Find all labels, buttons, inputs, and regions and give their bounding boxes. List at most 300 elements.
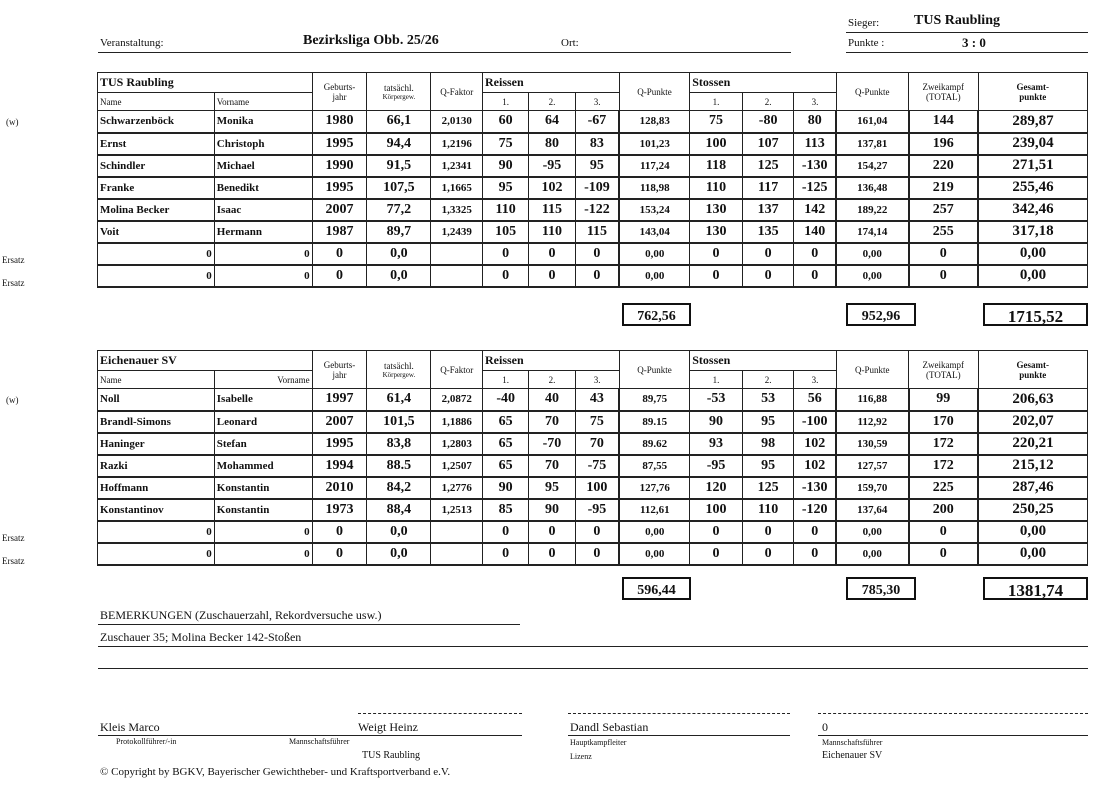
cell-s3: 0 — [575, 543, 619, 565]
cell-bw: 101,5 — [367, 411, 431, 433]
cell-qc: 137,81 — [836, 133, 909, 155]
cell-vorname: Isaac — [214, 199, 312, 221]
cell-qs: 0,00 — [619, 521, 689, 543]
col-total: Zweikampf — [922, 359, 965, 370]
cell-total: 200 — [909, 499, 978, 521]
cell-vorname: Leonard — [214, 411, 312, 433]
cell-points: 0,00 — [978, 265, 1088, 287]
cell-c1: 110 — [690, 177, 743, 199]
cell-vorname: 0 — [214, 243, 312, 265]
cell-vorname: Stefan — [214, 433, 312, 455]
cell-name: Franke — [98, 177, 215, 199]
athlete-row — [98, 433, 1088, 455]
cell-points: 255,46 — [978, 177, 1088, 199]
captain1-name: Weigt Heinz — [358, 720, 419, 734]
col-bw: tatsächl. — [384, 360, 414, 371]
cell-vorname: Christoph — [214, 133, 312, 155]
cell-c1: 100 — [690, 499, 743, 521]
cell-year: 2010 — [312, 477, 367, 499]
col-name: Name — [98, 371, 215, 389]
cell-s2: 90 — [529, 499, 575, 521]
cell-c2: 0 — [742, 265, 794, 287]
athlete-row — [98, 221, 1088, 243]
cell-qc: 0,00 — [836, 243, 909, 265]
cell-qc: 116,88 — [836, 389, 909, 411]
athlete-row — [98, 243, 1088, 265]
cell-bw: 77,2 — [367, 199, 431, 221]
cell-bw: 0,0 — [367, 521, 431, 543]
cell-vorname: Konstantin — [214, 477, 312, 499]
cell-c2: 125 — [742, 477, 794, 499]
cell-s3: -75 — [575, 455, 619, 477]
cell-points: 317,18 — [978, 221, 1088, 243]
location-label: Ort: — [561, 37, 579, 49]
athlete-row — [98, 199, 1088, 221]
cell-total: 99 — [909, 389, 978, 411]
cell-c1: 0 — [690, 265, 743, 287]
cell-bw: 0,0 — [367, 243, 431, 265]
cell-qc: 130,59 — [836, 433, 909, 455]
cell-qc: 189,22 — [836, 199, 909, 221]
cell-s1: 90 — [483, 155, 529, 177]
col-birth: Geburts- — [323, 81, 356, 92]
cell-vorname: Hermann — [214, 221, 312, 243]
athlete-row — [98, 411, 1088, 433]
referee-label: Hauptkampfleiter — [570, 738, 627, 747]
cell-total: 225 — [909, 477, 978, 499]
remarks-label-rule — [98, 624, 520, 625]
cell-s1: 0 — [483, 521, 529, 543]
cell-vorname: 0 — [214, 265, 312, 287]
cell-name: Schindler — [98, 155, 215, 177]
substitute-mark: Ersatz — [2, 556, 25, 566]
cell-c3: 102 — [794, 455, 836, 477]
cell-c1: 130 — [690, 199, 743, 221]
captain1-label: Mannschaftsführer — [289, 737, 350, 746]
cell-name: Hoffmann — [98, 477, 215, 499]
remarks-rule-1 — [98, 646, 1088, 647]
cell-qf: 1,1886 — [431, 411, 483, 433]
remarks-label: BEMERKUNGEN (Zuschauerzahl, Rekordversuche usw.) — [100, 608, 382, 622]
cell-s3: 0 — [575, 265, 619, 287]
captain2-rule — [818, 735, 1088, 736]
cell-bw: 84,2 — [367, 477, 431, 499]
cell-total: 196 — [909, 133, 978, 155]
cell-year: 0 — [312, 243, 367, 265]
cell-qc: 161,04 — [836, 111, 909, 133]
cell-year: 0 — [312, 521, 367, 543]
cell-total: 257 — [909, 199, 978, 221]
cell-vorname: Konstantin — [214, 499, 312, 521]
cell-s3: 0 — [575, 521, 619, 543]
cell-s3: 43 — [575, 389, 619, 411]
col-vorname: Vorname — [214, 371, 312, 389]
cell-c2: 137 — [742, 199, 794, 221]
cell-qs: 0,00 — [619, 243, 689, 265]
cell-total: 0 — [909, 543, 978, 565]
cell-s2: 102 — [529, 177, 575, 199]
protocol-rule — [98, 735, 302, 736]
col-name: Name — [98, 93, 215, 111]
cell-c1: 130 — [690, 221, 743, 243]
cell-qf — [431, 265, 483, 287]
col-snatch: Reissen — [483, 73, 620, 93]
cell-points: 271,51 — [978, 155, 1088, 177]
cell-vorname: 0 — [214, 521, 312, 543]
cell-name: Haninger — [98, 433, 215, 455]
cell-c3: 80 — [794, 111, 836, 133]
captain2-name: 0 — [822, 720, 828, 734]
team2-table — [97, 350, 1088, 566]
cell-s2: 40 — [529, 389, 575, 411]
cell-s2: 0 — [529, 265, 575, 287]
cell-bw: 88.5 — [367, 455, 431, 477]
cell-qf — [431, 521, 483, 543]
cell-bw: 107,5 — [367, 177, 431, 199]
cell-year: 0 — [312, 265, 367, 287]
cell-name: Brandl-Simons — [98, 411, 215, 433]
event-label: Veranstaltung: — [100, 37, 164, 49]
cell-s2: -95 — [529, 155, 575, 177]
col-bw2: Körpergew. — [382, 370, 416, 379]
winner-value: TUS Raubling — [914, 13, 1000, 28]
cell-year: 1994 — [312, 455, 367, 477]
cell-qf: 1,1665 — [431, 177, 483, 199]
cell-year: 1973 — [312, 499, 367, 521]
cell-bw: 94,4 — [367, 133, 431, 155]
cell-s3: 0 — [575, 243, 619, 265]
cell-c1: 0 — [690, 543, 743, 565]
col-qfactor: Q-Faktor — [431, 351, 483, 389]
cell-s1: 60 — [483, 111, 529, 133]
cell-name: 0 — [98, 543, 215, 565]
cell-c2: 0 — [742, 521, 794, 543]
cell-qs: 101,23 — [619, 133, 689, 155]
cell-total: 0 — [909, 265, 978, 287]
cell-qf: 1,2196 — [431, 133, 483, 155]
referee-dash — [568, 713, 790, 714]
cell-year: 1990 — [312, 155, 367, 177]
cell-bw: 91,5 — [367, 155, 431, 177]
cell-points: 0,00 — [978, 243, 1088, 265]
col-a1: 1. — [483, 371, 529, 389]
cell-bw: 61,4 — [367, 389, 431, 411]
referee-name: Dandl Sebastian — [570, 720, 649, 734]
header-rule — [98, 52, 791, 53]
cell-year: 1995 — [312, 133, 367, 155]
captain2-dash — [818, 713, 1088, 714]
cell-name: 0 — [98, 521, 215, 543]
team2-name: Eichenauer SV — [98, 351, 313, 371]
cell-vorname: Mohammed — [214, 455, 312, 477]
cell-year: 1980 — [312, 111, 367, 133]
protocol-label: Protokollführer/-in — [116, 737, 177, 746]
cell-c1: 0 — [690, 521, 743, 543]
team2-sum-cj: 785,30 — [846, 577, 916, 600]
cell-total: 219 — [909, 177, 978, 199]
cell-s2: 80 — [529, 133, 575, 155]
cell-c2: 117 — [742, 177, 794, 199]
cell-c3: 140 — [794, 221, 836, 243]
cell-s3: -109 — [575, 177, 619, 199]
winner-rule — [846, 32, 1088, 33]
cell-qs: 153,24 — [619, 199, 689, 221]
cell-c3: 0 — [794, 243, 836, 265]
cell-vorname: Monika — [214, 111, 312, 133]
cell-points: 215,12 — [978, 455, 1088, 477]
col-a3: 3. — [575, 371, 619, 389]
athlete-row — [98, 455, 1088, 477]
cell-c3: -130 — [794, 155, 836, 177]
cell-points: 287,46 — [978, 477, 1088, 499]
referee-label2: Lizenz — [570, 752, 592, 761]
cell-bw: 66,1 — [367, 111, 431, 133]
col-birth2: jahr — [332, 91, 347, 102]
cell-qs: 87,55 — [619, 455, 689, 477]
cell-c3: -120 — [794, 499, 836, 521]
cell-qc: 127,57 — [836, 455, 909, 477]
cell-qs: 89.62 — [619, 433, 689, 455]
cell-qf — [431, 543, 483, 565]
captain1-dash — [358, 713, 522, 714]
cell-qc: 137,64 — [836, 499, 909, 521]
col-total: Zweikampf — [922, 81, 965, 92]
cell-c1: 100 — [690, 133, 743, 155]
cell-qc: 0,00 — [836, 521, 909, 543]
cell-year: 1997 — [312, 389, 367, 411]
cell-s3: 95 — [575, 155, 619, 177]
col-a2: 2. — [529, 371, 575, 389]
cell-s1: -40 — [483, 389, 529, 411]
cell-s2: 70 — [529, 411, 575, 433]
team1-sum-cj: 952,96 — [846, 303, 916, 326]
cell-year: 1995 — [312, 433, 367, 455]
athlete-row — [98, 521, 1088, 543]
col-a2: 2. — [529, 93, 575, 111]
cell-qf: 1,2513 — [431, 499, 483, 521]
cell-s1: 0 — [483, 265, 529, 287]
team1-table — [97, 72, 1088, 288]
cell-s3: -122 — [575, 199, 619, 221]
cell-vorname: Isabelle — [214, 389, 312, 411]
cell-qf: 1,3325 — [431, 199, 483, 221]
female-mark: (w) — [6, 395, 19, 405]
cell-qf: 2,0130 — [431, 111, 483, 133]
col-a2: 2. — [742, 93, 794, 111]
cell-qs: 0,00 — [619, 265, 689, 287]
athlete-row — [98, 265, 1088, 287]
cell-name: Razki — [98, 455, 215, 477]
cell-s1: 0 — [483, 543, 529, 565]
col-overall: Gesamt- — [1016, 81, 1049, 92]
cell-c3: 102 — [794, 433, 836, 455]
athlete-row — [98, 499, 1088, 521]
cell-c3: 142 — [794, 199, 836, 221]
team1-sum-total: 1715,52 — [983, 303, 1088, 326]
cell-name: Ernst — [98, 133, 215, 155]
substitute-mark: Ersatz — [2, 255, 25, 265]
cell-qc: 0,00 — [836, 543, 909, 565]
athlete-row — [98, 155, 1088, 177]
cell-bw: 88,4 — [367, 499, 431, 521]
athlete-row — [98, 543, 1088, 565]
col-qpoints-snatch: Q-Punkte — [619, 351, 689, 389]
cell-points: 220,21 — [978, 433, 1088, 455]
col-a1: 1. — [690, 371, 743, 389]
cell-c2: 0 — [742, 543, 794, 565]
cell-vorname: 0 — [214, 543, 312, 565]
cell-name: Schwarzenböck — [98, 111, 215, 133]
cell-c1: -53 — [690, 389, 743, 411]
cell-s3: 75 — [575, 411, 619, 433]
cell-c3: -130 — [794, 477, 836, 499]
cell-c3: 0 — [794, 543, 836, 565]
cell-qf: 1,2803 — [431, 433, 483, 455]
cell-s1: 65 — [483, 433, 529, 455]
cell-c1: 0 — [690, 243, 743, 265]
cell-qc: 136,48 — [836, 177, 909, 199]
col-birth: Geburts- — [323, 359, 356, 370]
col-vorname: Vorname — [214, 93, 312, 111]
cell-points: 206,63 — [978, 389, 1088, 411]
substitute-mark: Ersatz — [2, 533, 25, 543]
cell-total: 220 — [909, 155, 978, 177]
col-qpoints-cj: Q-Punkte — [836, 73, 909, 111]
col-a1: 1. — [690, 93, 743, 111]
cell-qf: 1,2776 — [431, 477, 483, 499]
cell-qf: 2,0872 — [431, 389, 483, 411]
cell-bw: 0,0 — [367, 265, 431, 287]
cell-s1: 0 — [483, 243, 529, 265]
cell-qc: 174,14 — [836, 221, 909, 243]
cell-name: Noll — [98, 389, 215, 411]
cell-year: 2007 — [312, 411, 367, 433]
cell-s3: 70 — [575, 433, 619, 455]
cell-s3: -67 — [575, 111, 619, 133]
cell-s2: 64 — [529, 111, 575, 133]
athlete-row — [98, 477, 1088, 499]
points-label: Punkte : — [848, 37, 885, 49]
cell-vorname: Benedikt — [214, 177, 312, 199]
cell-c1: 118 — [690, 155, 743, 177]
col-a3: 3. — [794, 371, 836, 389]
cell-qc: 0,00 — [836, 265, 909, 287]
col-qpoints-cj: Q-Punkte — [836, 351, 909, 389]
cell-s2: 70 — [529, 455, 575, 477]
captain1-team: TUS Raubling — [362, 750, 421, 761]
athlete-row — [98, 177, 1088, 199]
cell-s2: 0 — [529, 243, 575, 265]
cell-total: 0 — [909, 521, 978, 543]
cell-bw: 83,8 — [367, 433, 431, 455]
cell-points: 0,00 — [978, 521, 1088, 543]
cell-s2: 110 — [529, 221, 575, 243]
cell-total: 255 — [909, 221, 978, 243]
col-overall: Gesamt- — [1016, 359, 1049, 370]
cell-c1: -95 — [690, 455, 743, 477]
points-value: 3 : 0 — [962, 35, 986, 50]
remarks-text: Zuschauer 35; Molina Becker 142-Stoßen — [100, 630, 302, 644]
cell-s1: 75 — [483, 133, 529, 155]
cell-c2: -80 — [742, 111, 794, 133]
cell-points: 202,07 — [978, 411, 1088, 433]
col-birth2: jahr — [332, 369, 347, 380]
captain2-label: Mannschaftsführer — [822, 738, 883, 747]
athlete-row — [98, 111, 1088, 133]
female-mark: (w) — [6, 117, 19, 127]
protocol-name: Kleis Marco — [100, 720, 160, 734]
cell-s3: -95 — [575, 499, 619, 521]
cell-c1: 120 — [690, 477, 743, 499]
cell-c3: 0 — [794, 265, 836, 287]
col-cleanjerk: Stossen — [690, 351, 836, 371]
cell-qs: 143,04 — [619, 221, 689, 243]
team2-sum-snatch: 596,44 — [622, 577, 691, 600]
col-total2: (TOTAL) — [925, 369, 961, 380]
cell-qs: 117,24 — [619, 155, 689, 177]
cell-c1: 90 — [690, 411, 743, 433]
cell-bw: 0,0 — [367, 543, 431, 565]
remarks-rule-2 — [98, 668, 1088, 669]
cell-points: 239,04 — [978, 133, 1088, 155]
cell-c2: 95 — [742, 455, 794, 477]
cell-s2: 0 — [529, 543, 575, 565]
col-qfactor: Q-Faktor — [431, 73, 483, 111]
cell-qs: 0,00 — [619, 543, 689, 565]
cell-qf: 1,2341 — [431, 155, 483, 177]
cell-total: 144 — [909, 111, 978, 133]
cell-c2: 95 — [742, 411, 794, 433]
cell-c2: 107 — [742, 133, 794, 155]
cell-qc: 112,92 — [836, 411, 909, 433]
cell-points: 250,25 — [978, 499, 1088, 521]
cell-c2: 110 — [742, 499, 794, 521]
cell-year: 2007 — [312, 199, 367, 221]
cell-s2: -70 — [529, 433, 575, 455]
cell-s3: 115 — [575, 221, 619, 243]
col-a3: 3. — [794, 93, 836, 111]
cell-qs: 128,83 — [619, 111, 689, 133]
cell-s1: 90 — [483, 477, 529, 499]
event-value: Bezirksliga Obb. 25/26 — [303, 33, 439, 48]
cell-total: 172 — [909, 433, 978, 455]
cell-qs: 118,98 — [619, 177, 689, 199]
team1-sum-snatch: 762,56 — [622, 303, 691, 326]
cell-s1: 105 — [483, 221, 529, 243]
cell-year: 1995 — [312, 177, 367, 199]
col-qpoints-snatch: Q-Punkte — [619, 73, 689, 111]
cell-points: 289,87 — [978, 111, 1088, 133]
cell-c2: 0 — [742, 243, 794, 265]
cell-c3: 113 — [794, 133, 836, 155]
cell-c2: 98 — [742, 433, 794, 455]
cell-qf: 1,2439 — [431, 221, 483, 243]
team2-sum-total: 1381,74 — [983, 577, 1088, 600]
cell-s2: 95 — [529, 477, 575, 499]
athlete-row — [98, 133, 1088, 155]
cell-qs: 112,61 — [619, 499, 689, 521]
cell-name: 0 — [98, 265, 215, 287]
cell-total: 0 — [909, 243, 978, 265]
col-a2: 2. — [742, 371, 794, 389]
cell-s3: 100 — [575, 477, 619, 499]
col-overall2: punkte — [1019, 369, 1047, 380]
col-overall2: punkte — [1019, 91, 1047, 102]
cell-c1: 75 — [690, 111, 743, 133]
cell-qs: 89,75 — [619, 389, 689, 411]
cell-points: 0,00 — [978, 543, 1088, 565]
cell-qf — [431, 243, 483, 265]
